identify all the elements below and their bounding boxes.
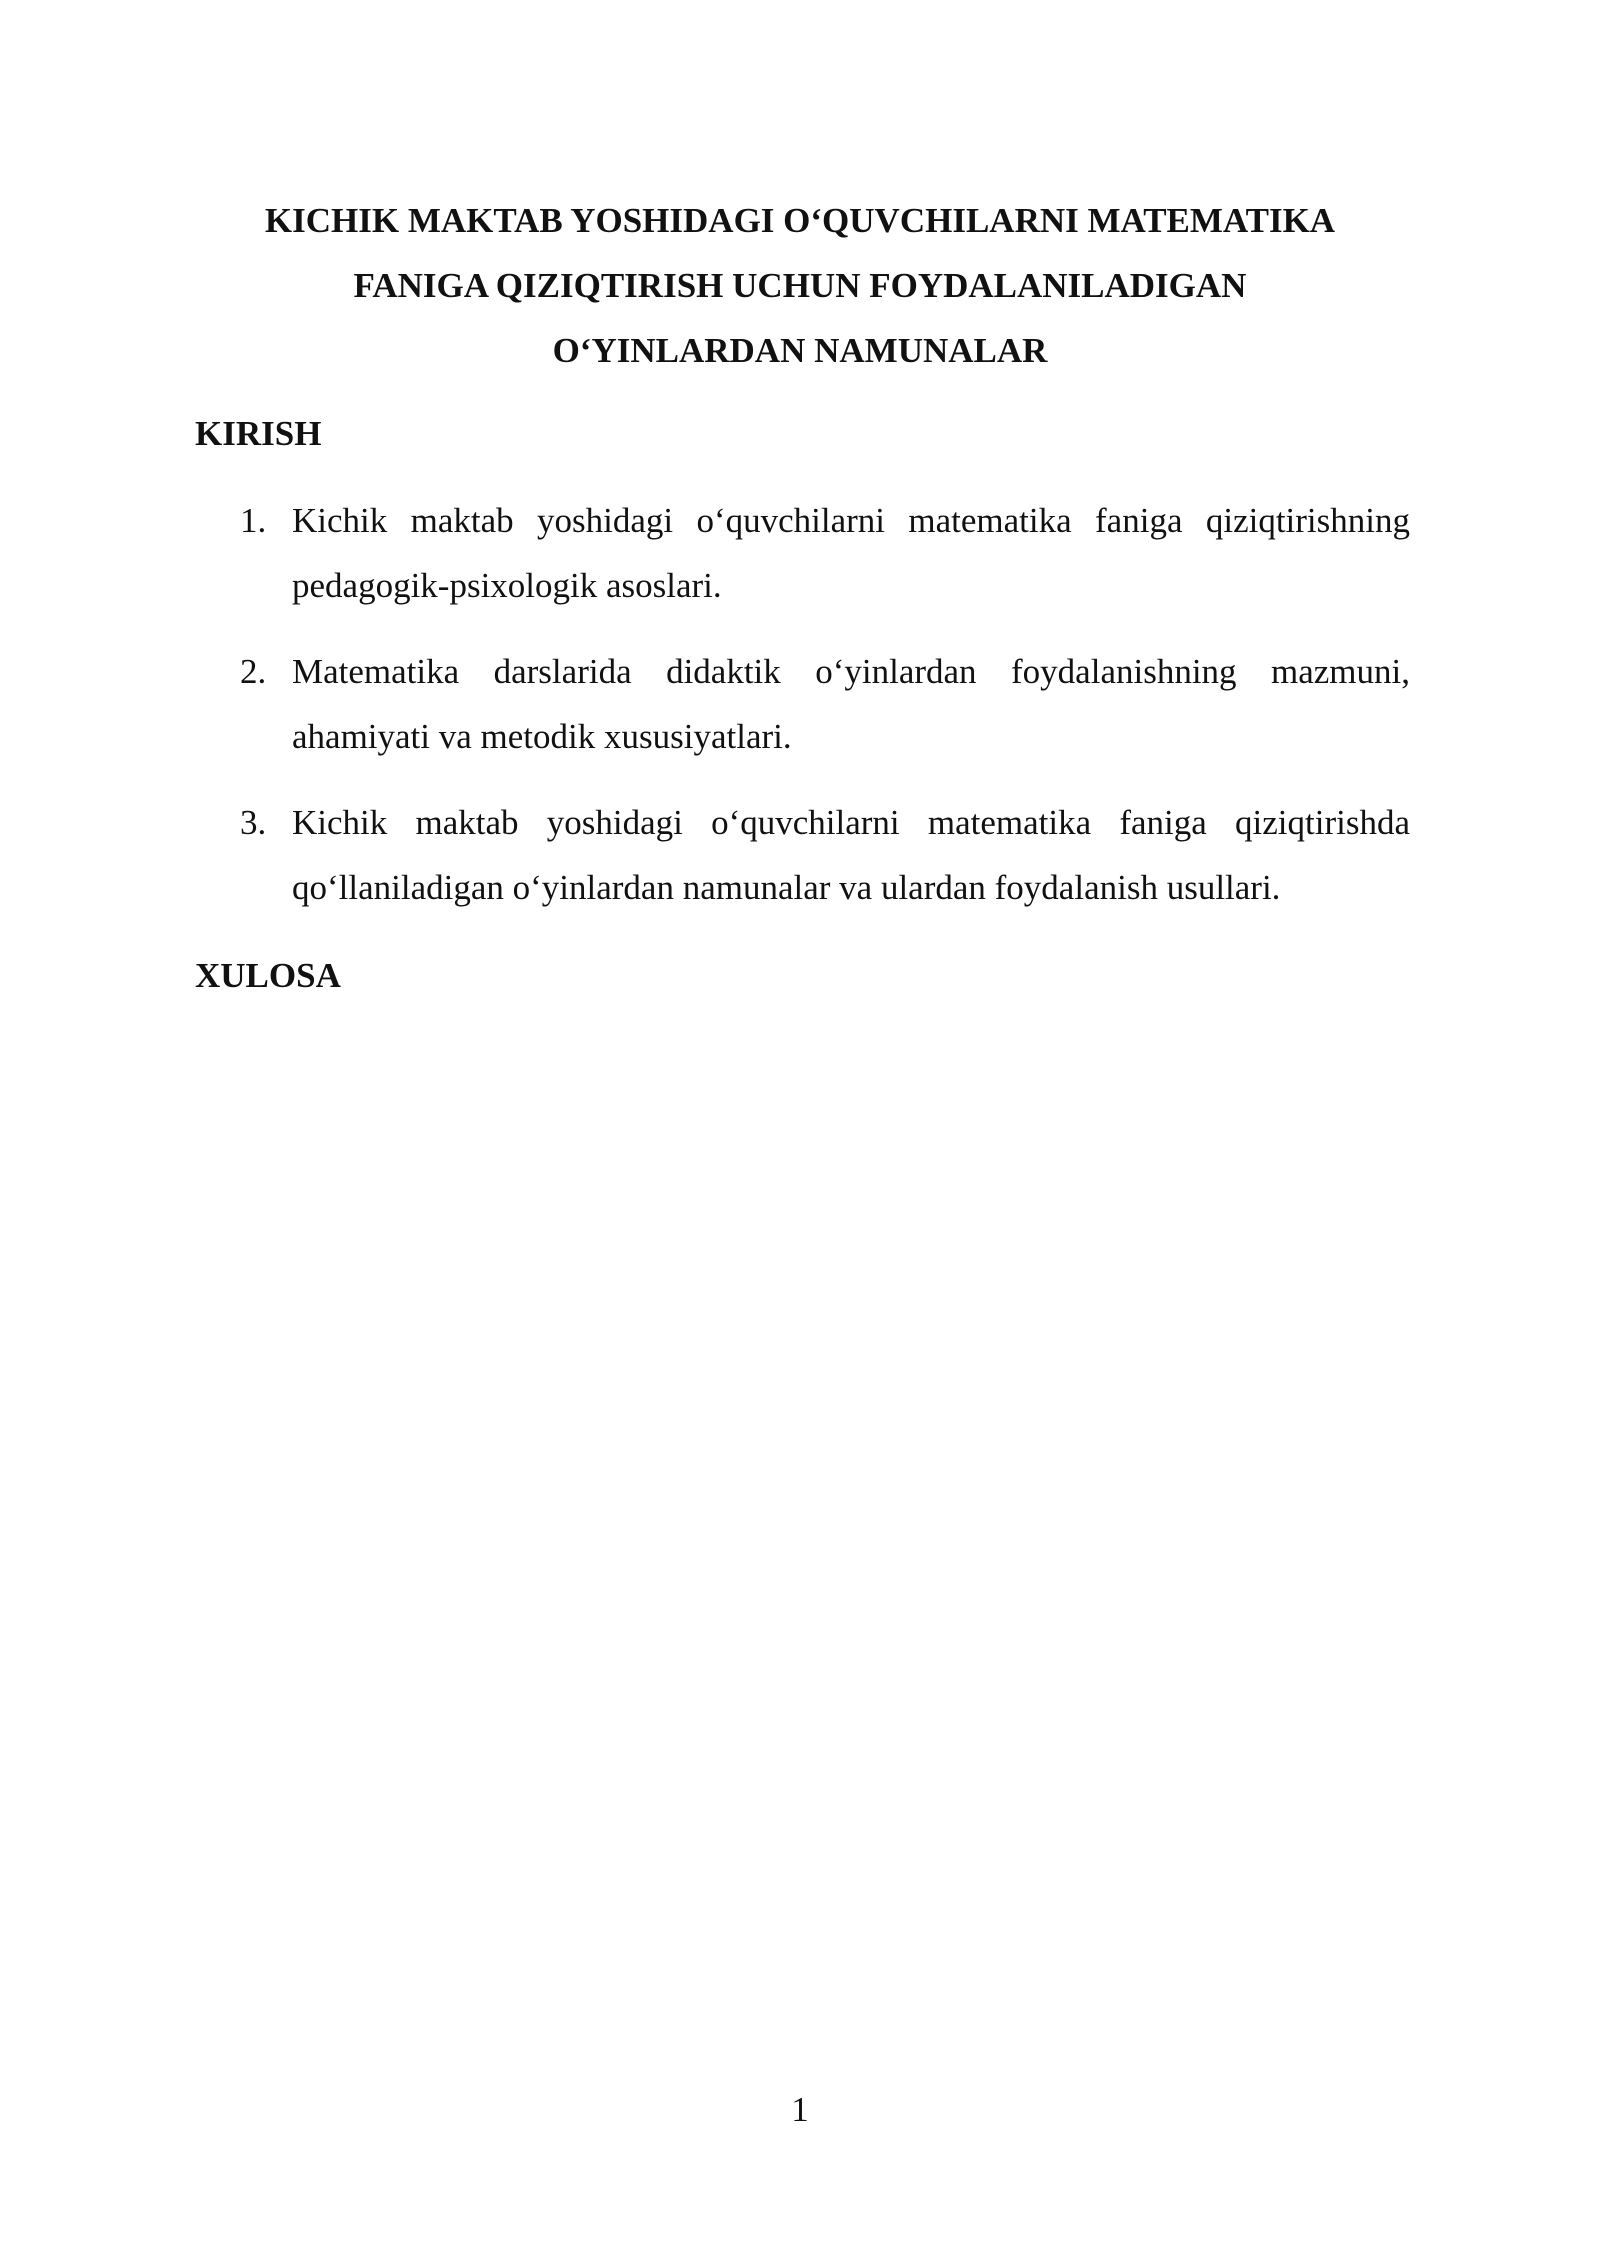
outline-item-number: 2. (240, 652, 267, 691)
outline-item (195, 639, 1410, 769)
outline-item (195, 790, 1410, 920)
title-line-2: FANIGA QIZIQTIRISH UCHUN FOYDALANILADIGAN (353, 266, 1247, 305)
intro-heading: KIRISH (195, 414, 322, 453)
outline-item-text: Kichik maktab yoshidagi o‘quvchilarni matematika faniga qiziqtirishning pedagogik-psixologik asoslari. (292, 501, 1410, 605)
outline-item-text: Matematika darslarida didaktik o‘yinlardan foydalanishning mazmuni, ahamiyati va metodik xususiyatlari. (292, 652, 1410, 756)
title-line-3: O‘YINLARDAN NAMUNALAR (552, 331, 1048, 370)
outline-item-number: 3. (240, 803, 267, 842)
title-line-1: KICHIK MAKTAB YOSHIDAGI O‘QUVCHILARNI MATEMATIKA (264, 201, 1336, 240)
outline-item-text: Kichik maktab yoshidagi o‘quvchilarni matematika faniga qiziqtirishda qo‘llaniladigan o‘yinlardan namunalar va ulardan foydalanish usullari. (292, 803, 1410, 907)
page-number: 1 (791, 2090, 809, 2129)
outline-item-number: 1. (240, 501, 267, 540)
document-title (195, 188, 1405, 383)
conclusion-heading: XULOSA (195, 956, 341, 995)
outline-item (195, 488, 1410, 618)
outline-list (195, 488, 1410, 941)
